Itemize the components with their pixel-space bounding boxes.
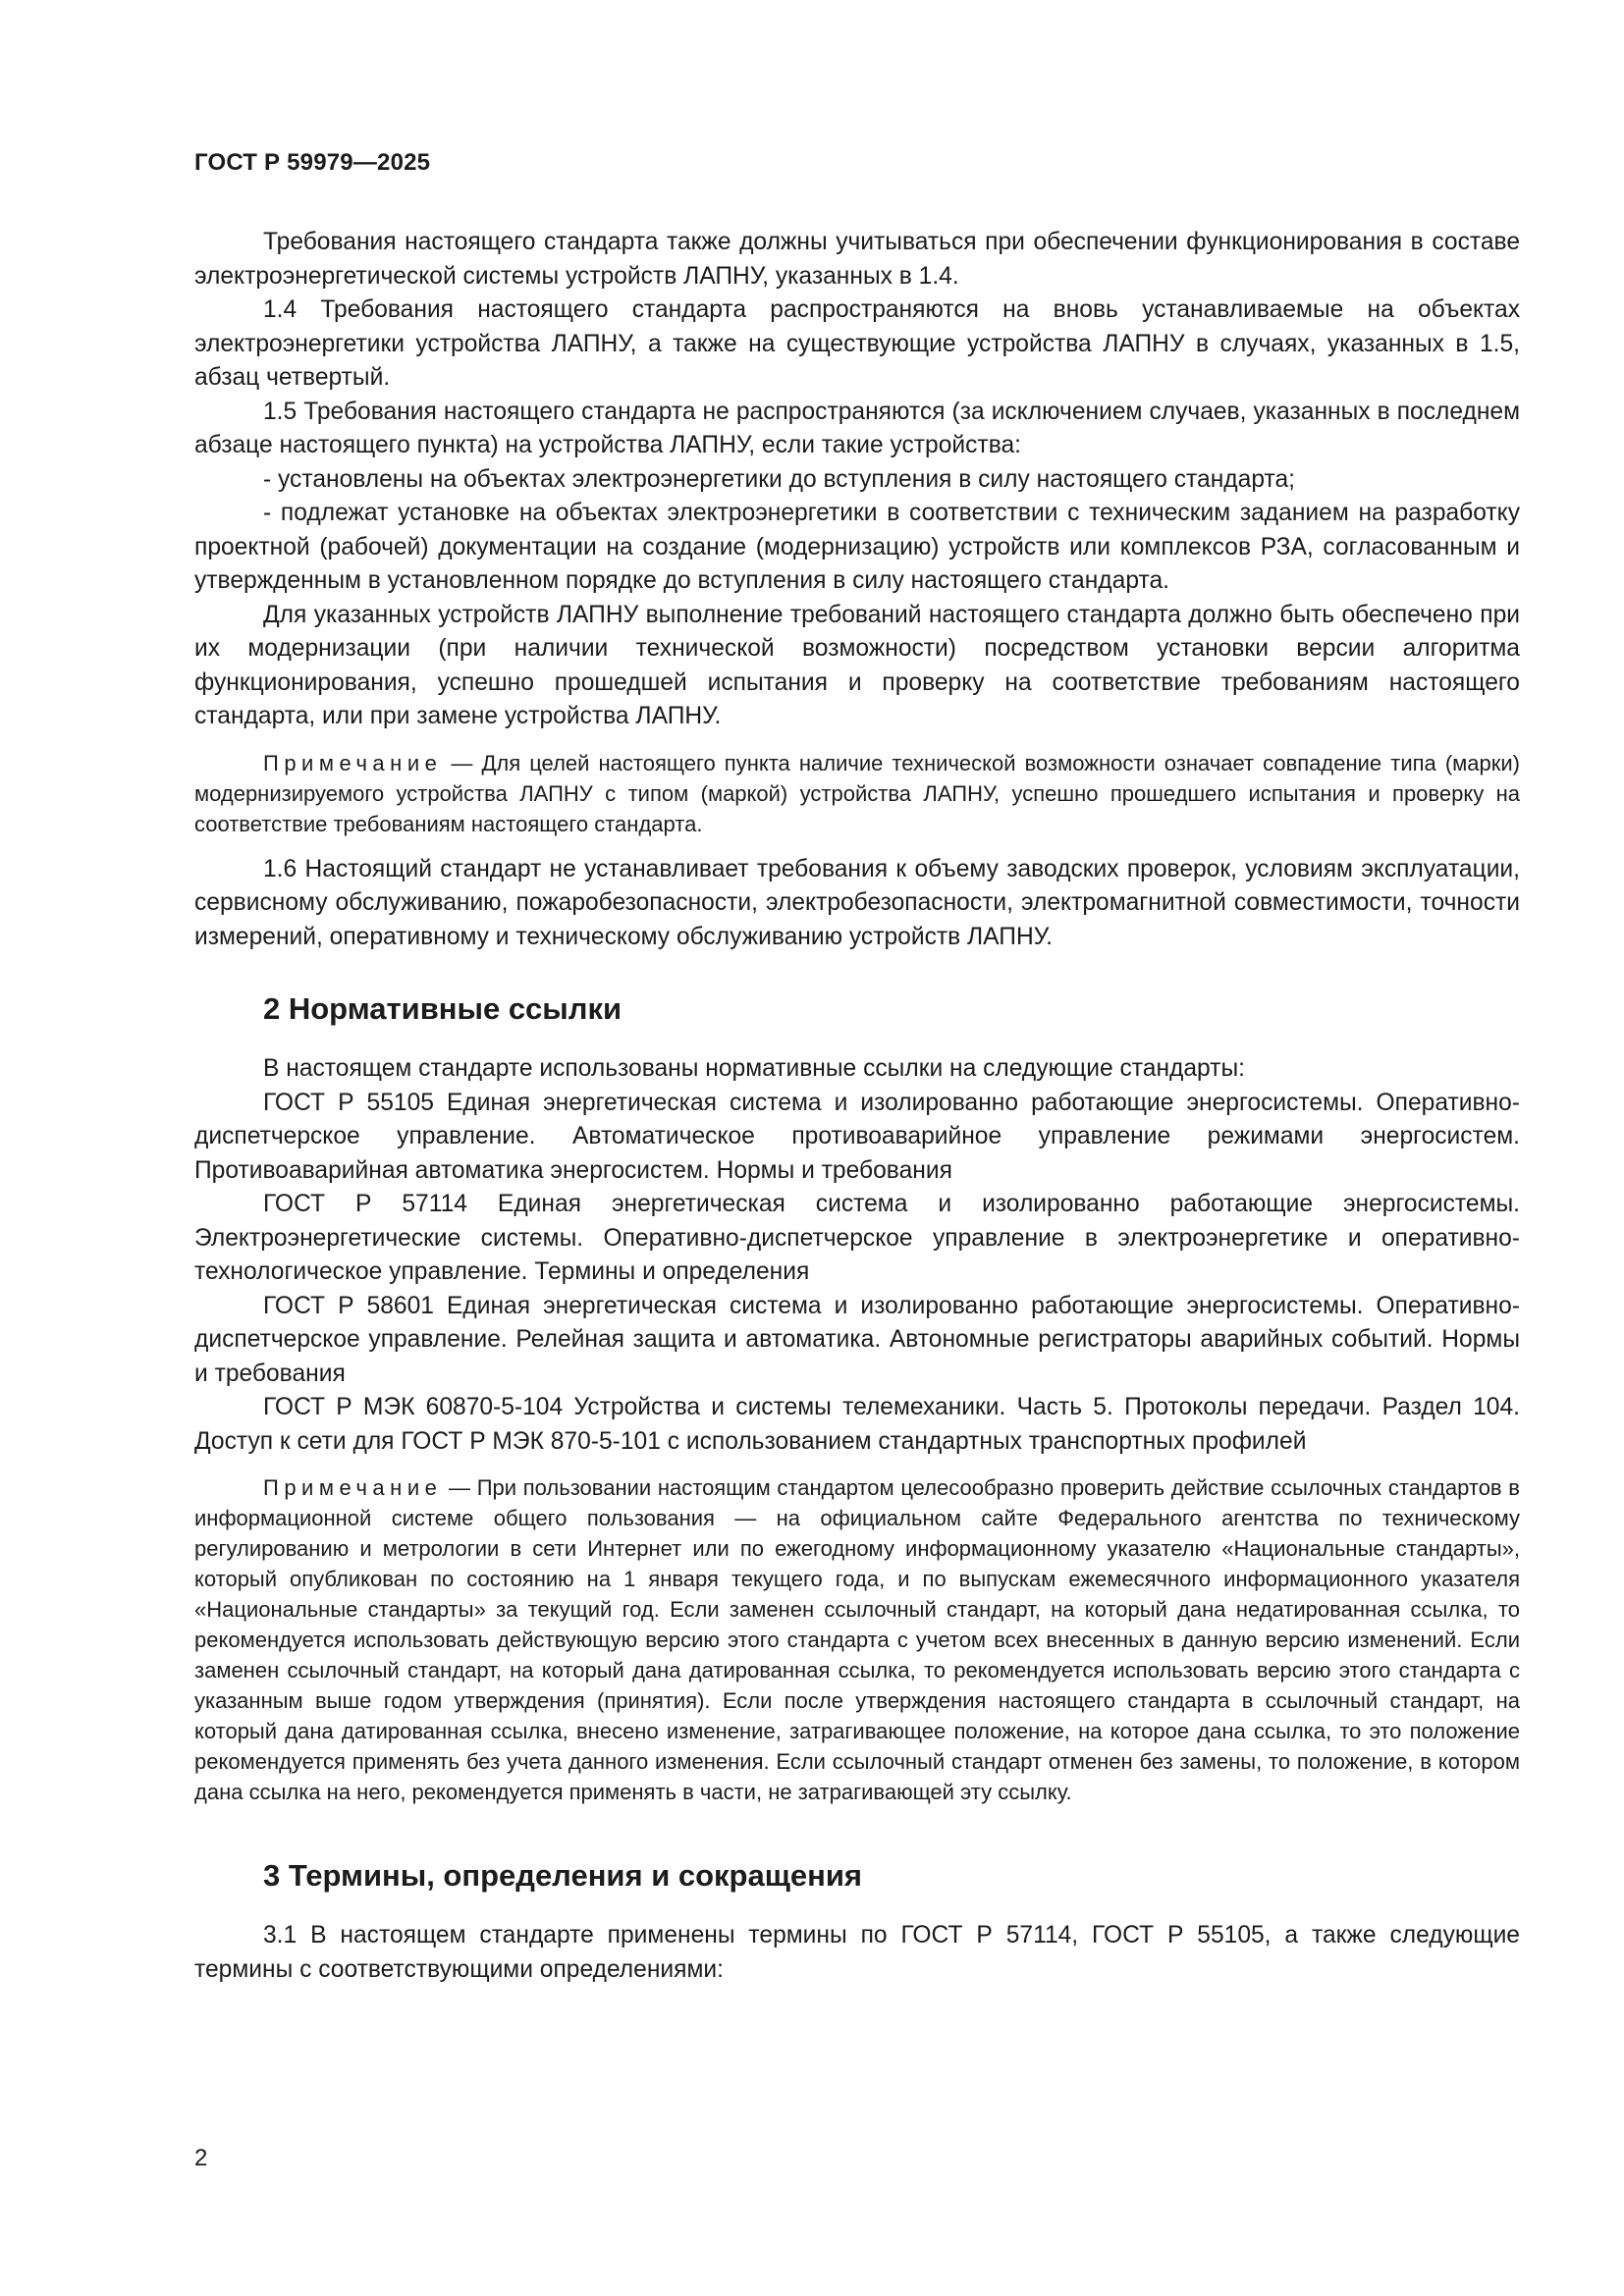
list-item: - подлежат установке на объектах электроэнергетики в соответствии с техническим заданием на разработку проектной (рабочей) документации на создание (модернизацию) устройств или комплексов РЗА, согласованным и утвержденным в установленном порядке до вступления в силу настоящего стандарта. <box>194 500 1520 594</box>
note-text: — При пользовании настоящим стандартом целесообразно проверить действие ссылочных стандартов в информационной системе общего пользования — на официальном сайте Федерального агентства по техническому регулированию и метрологии в сети Интернет или по ежегодному информационному указателю «Национальные стандарты», который опубликован по состоянию на 1 января текущего года, и по выпускам ежемесячного информационного указателя «Национальные стандарты» за текущий год. Если заменен ссылочный стандарт, на который дана недатированная ссылка, то рекомендуется использовать действующую версию этого стандарта с учетом всех внесенных в данную версию изменений. Если заменен ссылочный стандарт, на который дана датированная ссылка, то рекомендуется использовать версию этого стандарта с указанным выше годом утверждения (принятия). Если после утверждения настоящего стандарта в ссылочный стандарт, на который дана датированная ссылка, внесено изменение, затрагивающее положение, на которое дана ссылка, то это положение рекомендуется применять без учета данного изменения. Если ссылочный стандарт отменен без замены, то положение, в котором дана ссылка на него, рекомендуется применять в части, не затрагивающей эту ссылку. <box>194 1475 1520 1804</box>
note-label: Примечание <box>263 1475 443 1500</box>
document-header-id: ГОСТ Р 59979—2025 <box>194 149 431 176</box>
paragraph-continuation: Требования настоящего стандарта также должны учитываться при обеспечении функционирования в составе электроэнергетической системы устройств ЛАПНУ, указанных в 1.4. <box>194 229 1520 290</box>
page-content <box>194 226 1520 1987</box>
section-3-heading: 3 Термины, определения и сокращения <box>263 1858 862 1893</box>
clause-1-4: 1.4 Требования настоящего стандарта распространяются на вновь устанавливаемые на объектах электроэнергетики устройства ЛАПНУ, а также на существующие устройства ЛАПНУ в случаях, указанных в 1.5, абзац четвертый. <box>194 296 1520 391</box>
reference-item: ГОСТ Р 57114 Единая энергетическая система и изолированно работающие энергосистемы. Электроэнергетические системы. Оперативно-диспетчерское управление в электроэнергетике и оперативно-технологическое управление. Термины и определения <box>194 1191 1520 1285</box>
clause-1-5: 1.5 Требования настоящего стандарта не распространяются (за исключением случаев, указанных в последнем абзаце настоящего пункта) на устройства ЛАПНУ, если такие устройства: <box>194 398 1520 458</box>
list-item: - установлены на объектах электроэнергетики до вступления в силу настоящего стандарта; <box>263 465 1295 493</box>
note-block <box>194 1472 1520 1807</box>
clause-3-1: 3.1 В настоящем стандарте применены термины по ГОСТ Р 57114, ГОСТ Р 55105, а также следующие термины с соответствующими определениями: <box>194 1922 1520 1983</box>
reference-item: ГОСТ Р 58601 Единая энергетическая система и изолированно работающие энергосистемы. Оперативно-диспетчерское управление. Релейная защита и автоматика. Автономные регистраторы аварийных событий. Нормы и требования <box>194 1292 1520 1387</box>
reference-item: ГОСТ Р МЭК 60870-5-104 Устройства и системы телемеханики. Часть 5. Протоколы передачи. Раздел 104. Доступ к сети для ГОСТ Р МЭК 870-5-101 с использованием стандартных транспортных профилей <box>194 1394 1520 1455</box>
reference-item: ГОСТ Р 55105 Единая энергетическая система и изолированно работающие энергосистемы. Оперативно-диспетчерское управление. Автоматическое противоаварийное управление режимами энергосистем. Противоаварийная автоматика энергосистем. Нормы и требования <box>194 1089 1520 1184</box>
page-number: 2 <box>194 2145 208 2171</box>
paragraph-modernization: Для указанных устройств ЛАПНУ выполнение требований настоящего стандарта должно быть обеспечено при их модернизации (при наличии технической возможности) посредством установки версии алгоритма функционирования, успешно прошедшей испытания и проверку на соответствие требованиям настоящего стандарта, или при замене устройства ЛАПНУ. <box>194 601 1520 729</box>
clause-1-6: 1.6 Настоящий стандарт не устанавливает требования к объему заводских проверок, условиям эксплуатации, сервисному обслуживанию, пожаробезопасности, электробезопасности, электромагнитной совместимости, точности измерений, оперативному и техническому обслуживанию устройств ЛАПНУ. <box>194 855 1520 950</box>
section-2-heading: 2 Нормативные ссылки <box>263 991 623 1026</box>
note-label: Примечание <box>263 750 443 775</box>
note-text: — Для целей настоящего пункта наличие технической возможности означает совпадение типа (марки) модернизируемого устройства ЛАПНУ с типом (маркой) устройства ЛАПНУ, успешно прошедшего испытания и проверку на соответствие требованиям настоящего стандарта. <box>194 750 1520 836</box>
section-2-intro: В настоящем стандарте использованы нормативные ссылки на следующие стандарты: <box>263 1055 1245 1082</box>
note-block <box>194 748 1520 839</box>
